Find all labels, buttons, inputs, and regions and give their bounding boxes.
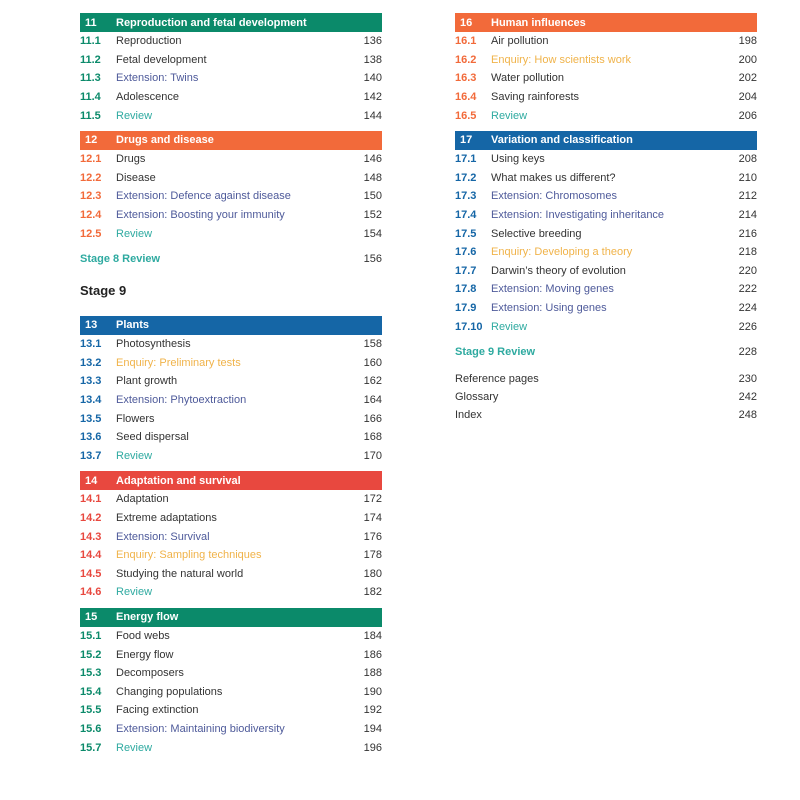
chapter-number: 11 [85, 16, 97, 29]
toc-entry-14-3[interactable] [80, 527, 382, 546]
toc-entry-16-4[interactable] [455, 88, 757, 107]
entry-number: 14.3 [80, 530, 102, 543]
entry-number: 16.1 [455, 35, 477, 48]
entry-title: Review [116, 227, 153, 240]
chapter-number: 14 [85, 474, 98, 487]
stage-review-entry[interactable] [455, 342, 757, 362]
entry-title: Water pollution [491, 72, 564, 85]
entry-title: Extension: Moving genes [491, 283, 614, 296]
entry-number: 17.3 [455, 190, 477, 203]
entry-page: 196 [363, 741, 382, 754]
reference-entry[interactable] [455, 406, 757, 424]
entry-number: 11.4 [80, 91, 101, 104]
entry-title: Extension: Survival [116, 530, 210, 543]
entry-page: 210 [738, 171, 757, 184]
entry-title: What makes us different? [491, 171, 616, 184]
entry-title: Extension: Chromosomes [491, 190, 617, 203]
entry-title: Extreme adaptations [116, 511, 217, 524]
toc-entry-11-2[interactable] [80, 51, 382, 70]
toc-entry-13-3[interactable] [80, 372, 382, 391]
entry-number: 15.7 [80, 741, 102, 754]
chapter-14 [80, 471, 382, 602]
entry-page: 172 [363, 493, 382, 506]
entry-page: 176 [363, 530, 382, 543]
entry-title: Enquiry: How scientists work [491, 53, 631, 66]
entry-number: 12.3 [80, 190, 102, 203]
entry-page: 206 [738, 109, 757, 122]
toc-entry-15-7[interactable] [80, 738, 382, 757]
entry-title: Review [116, 741, 153, 754]
entry-page: 162 [363, 375, 382, 388]
toc-entry-17-9[interactable] [455, 299, 757, 318]
entry-title: Food webs [116, 629, 170, 642]
entry-title: Extension: Defence against disease [116, 190, 291, 203]
entry-page: 226 [738, 320, 757, 333]
entry-number: 17.7 [455, 264, 477, 277]
entry-page: 198 [738, 35, 757, 48]
entry-page: 218 [738, 246, 757, 259]
entry-number: 13.6 [80, 431, 102, 444]
toc-entry-13-2[interactable] [80, 354, 382, 373]
chapter-header [80, 13, 382, 32]
toc-right-column [455, 13, 757, 424]
entry-number: 15.6 [80, 722, 102, 735]
entry-title: Seed dispersal [116, 431, 189, 444]
entry-number: 13.4 [80, 394, 102, 407]
entry-title: Saving rainforests [491, 91, 580, 104]
entry-title: Reproduction [116, 35, 182, 48]
toc-entry-11-3[interactable] [80, 69, 382, 88]
entry-page: 208 [738, 153, 757, 166]
toc-entry-16-3[interactable] [455, 69, 757, 88]
chapter-13 [80, 316, 382, 465]
toc-entry-15-5[interactable] [80, 701, 382, 720]
chapter-number: 17 [460, 134, 473, 147]
entry-page: 188 [363, 667, 382, 680]
toc-entry-15-6[interactable] [80, 720, 382, 739]
entry-title: Adolescence [116, 91, 179, 104]
entry-number: 17.10 [455, 320, 483, 333]
reference-entry[interactable] [455, 370, 757, 388]
entry-page: 146 [363, 153, 382, 166]
entry-page: 220 [738, 264, 757, 277]
entry-number: 12.1 [80, 153, 102, 166]
toc-entry-15-4[interactable] [80, 682, 382, 701]
chapter-12 [80, 131, 382, 243]
entry-title: Review [116, 586, 153, 599]
reference-page: 230 [738, 372, 757, 385]
entry-number: 13.2 [80, 356, 102, 369]
entry-page: 154 [363, 227, 382, 240]
reference-entry[interactable] [455, 388, 757, 406]
entry-title: Studying the natural world [116, 567, 244, 580]
entry-title: Review [491, 109, 528, 122]
entry-page: 202 [738, 72, 757, 85]
entry-number: 14.6 [80, 586, 102, 599]
toc-entry-17-6[interactable] [455, 243, 757, 262]
entry-title: Air pollution [491, 35, 549, 48]
entry-page: 180 [363, 567, 382, 580]
entry-title: Energy flow [116, 648, 174, 661]
reference-section [455, 370, 757, 424]
entry-page: 168 [363, 431, 382, 444]
entry-title: Fetal development [116, 53, 207, 66]
toc-entry-14-1[interactable] [80, 490, 382, 509]
reference-title: Index [455, 408, 482, 421]
entry-number: 17.1 [455, 153, 477, 166]
entry-title: Extension: Boosting your immunity [116, 209, 285, 222]
toc-entry-16-5[interactable] [455, 106, 757, 125]
entry-page: 158 [363, 338, 382, 351]
entry-page: 152 [363, 209, 382, 222]
entry-page: 136 [363, 35, 382, 48]
entry-number: 11.5 [80, 109, 101, 122]
reference-page: 248 [738, 408, 757, 421]
entry-page: 194 [363, 722, 382, 735]
entry-page: 192 [363, 704, 382, 717]
toc-entry-17-10[interactable] [455, 317, 757, 336]
chapter-number: 12 [85, 134, 98, 147]
entry-title: Review [116, 109, 153, 122]
toc-entry-17-4[interactable] [455, 206, 757, 225]
entry-title: Extension: Investigating inheritance [491, 209, 665, 222]
toc-entry-14-2[interactable] [80, 509, 382, 528]
chapter-title: Variation and classification [491, 134, 633, 147]
reference-title: Glossary [455, 390, 499, 403]
entry-page: 222 [738, 283, 757, 296]
toc-entry-17-1[interactable] [455, 150, 757, 169]
entry-page: 204 [738, 91, 757, 104]
chapter-title: Reproduction and fetal development [116, 16, 307, 29]
entry-page: 148 [363, 171, 382, 184]
entry-page: 190 [363, 685, 382, 698]
stage-review-title: Stage 9 Review [455, 345, 536, 358]
entry-title: Drugs [116, 153, 146, 166]
chapter-title: Energy flow [116, 611, 179, 624]
entry-number: 12.2 [80, 171, 102, 184]
entry-page: 142 [363, 91, 382, 104]
entry-title: Extension: Maintaining biodiversity [116, 722, 285, 735]
toc-entry-17-5[interactable] [455, 224, 757, 243]
toc-entry-17-2[interactable] [455, 169, 757, 188]
stage-review-entry[interactable] [80, 249, 382, 269]
toc-entry-16-2[interactable] [455, 51, 757, 70]
entry-page: 200 [738, 53, 757, 66]
toc-entry-12-5[interactable] [80, 224, 382, 243]
entry-title: Plant growth [116, 375, 178, 388]
toc-entry-14-4[interactable] [80, 546, 382, 565]
entry-number: 13.7 [80, 449, 102, 462]
chapter-number: 13 [85, 319, 98, 332]
entry-title: Review [116, 449, 153, 462]
chapter-15 [80, 608, 382, 757]
entry-number: 16.2 [455, 53, 477, 66]
stage-review-title: Stage 8 Review [80, 252, 161, 265]
entry-title: Enquiry: Sampling techniques [116, 549, 262, 562]
entry-number: 15.1 [80, 629, 102, 642]
entry-page: 164 [363, 394, 382, 407]
entry-number: 14.1 [80, 493, 102, 506]
entry-page: 216 [738, 227, 757, 240]
toc-entry-11-4[interactable] [80, 88, 382, 107]
entry-title: Review [491, 320, 528, 333]
chapter-16 [455, 13, 757, 125]
entry-title: Selective breeding [491, 227, 582, 240]
entry-number: 14.2 [80, 511, 102, 524]
toc-entry-13-5[interactable] [80, 409, 382, 428]
toc-entry-15-2[interactable] [80, 645, 382, 664]
toc-entry-12-1[interactable] [80, 150, 382, 169]
reference-page: 242 [738, 390, 757, 403]
entry-number: 11.2 [80, 53, 101, 66]
chapter-header [455, 13, 757, 32]
entry-page: 144 [363, 109, 382, 122]
entry-number: 11.1 [80, 35, 101, 48]
entry-title: Disease [116, 171, 156, 184]
entry-page: 140 [363, 72, 382, 85]
entry-number: 17.9 [455, 302, 477, 315]
toc-entry-14-6[interactable] [80, 583, 382, 602]
entry-number: 16.3 [455, 72, 477, 85]
entry-number: 12.4 [80, 209, 102, 222]
entry-page: 170 [363, 449, 382, 462]
entry-title: Enquiry: Developing a theory [491, 246, 633, 259]
entry-title: Flowers [116, 412, 155, 425]
entry-number: 13.5 [80, 412, 102, 425]
toc-entry-11-1[interactable] [80, 32, 382, 51]
chapter-title: Plants [116, 319, 150, 332]
entry-title: Extension: Using genes [491, 302, 607, 315]
entry-page: 184 [363, 629, 382, 642]
entry-number: 17.4 [455, 209, 477, 222]
entry-title: Extension: Phytoextraction [116, 394, 247, 407]
toc-entry-11-5[interactable] [80, 106, 382, 125]
toc-entry-15-3[interactable] [80, 664, 382, 683]
entry-title: Extension: Twins [116, 72, 199, 85]
entry-number: 13.1 [80, 338, 102, 351]
toc-left-column [80, 13, 382, 763]
toc-entry-17-8[interactable] [455, 280, 757, 299]
entry-number: 13.3 [80, 375, 102, 388]
entry-page: 186 [363, 648, 382, 661]
toc-entry-16-1[interactable] [455, 32, 757, 51]
entry-number: 16.5 [455, 109, 477, 122]
entry-page: 214 [738, 209, 757, 222]
entry-title: Photosynthesis [116, 338, 191, 351]
chapter-title: Human influences [491, 16, 586, 29]
toc-entry-13-1[interactable] [80, 335, 382, 354]
entry-number: 14.5 [80, 567, 102, 580]
entry-number: 17.6 [455, 246, 477, 259]
entry-title: Darwin’s theory of evolution [491, 264, 626, 277]
entry-title: Enquiry: Preliminary tests [116, 356, 241, 369]
entry-number: 16.4 [455, 91, 477, 104]
entry-page: 212 [738, 190, 757, 203]
chapter-header [455, 131, 757, 150]
entry-page: 174 [363, 511, 382, 524]
chapter-17 [455, 131, 757, 336]
stage-heading: Stage 9 [80, 282, 127, 298]
entry-number: 17.8 [455, 283, 477, 296]
entry-number: 14.4 [80, 549, 102, 562]
stage-review-page: 228 [738, 345, 757, 358]
toc-entry-12-4[interactable] [80, 206, 382, 225]
entry-title: Changing populations [116, 685, 223, 698]
entry-number: 15.5 [80, 704, 102, 717]
entry-title: Decomposers [116, 667, 184, 680]
toc-entry-12-2[interactable] [80, 169, 382, 188]
stage-review-page: 156 [363, 252, 382, 265]
reference-title: Reference pages [455, 372, 539, 385]
toc-entry-13-7[interactable] [80, 447, 382, 466]
toc-entry-14-5[interactable] [80, 564, 382, 583]
entry-page: 224 [738, 302, 757, 315]
chapter-header [80, 471, 382, 490]
toc-entry-13-4[interactable] [80, 391, 382, 410]
entry-page: 166 [363, 412, 382, 425]
chapter-number: 15 [85, 611, 98, 624]
entry-number: 15.2 [80, 648, 102, 661]
entry-number: 15.3 [80, 667, 102, 680]
entry-page: 150 [363, 190, 382, 203]
entry-page: 160 [363, 356, 382, 369]
toc-entry-17-3[interactable] [455, 187, 757, 206]
toc-entry-17-7[interactable] [455, 262, 757, 281]
toc-entry-13-6[interactable] [80, 428, 382, 447]
entry-number: 15.4 [80, 685, 102, 698]
toc-entry-15-1[interactable] [80, 627, 382, 646]
toc-entry-12-3[interactable] [80, 187, 382, 206]
entry-page: 138 [363, 53, 382, 66]
entry-page: 182 [363, 586, 382, 599]
chapter-header [80, 131, 382, 150]
entry-number: 17.5 [455, 227, 477, 240]
chapter-title: Drugs and disease [116, 134, 214, 147]
entry-number: 12.5 [80, 227, 102, 240]
entry-number: 17.2 [455, 171, 477, 184]
chapter-header [80, 316, 382, 335]
entry-title: Adaptation [116, 493, 169, 506]
entry-page: 178 [363, 549, 382, 562]
chapter-header [80, 608, 382, 627]
entry-title: Using keys [491, 153, 545, 166]
entry-number: 11.3 [80, 72, 101, 85]
entry-title: Facing extinction [116, 704, 199, 717]
chapter-11 [80, 13, 382, 125]
chapter-number: 16 [460, 16, 473, 29]
chapter-title: Adaptation and survival [116, 474, 241, 487]
